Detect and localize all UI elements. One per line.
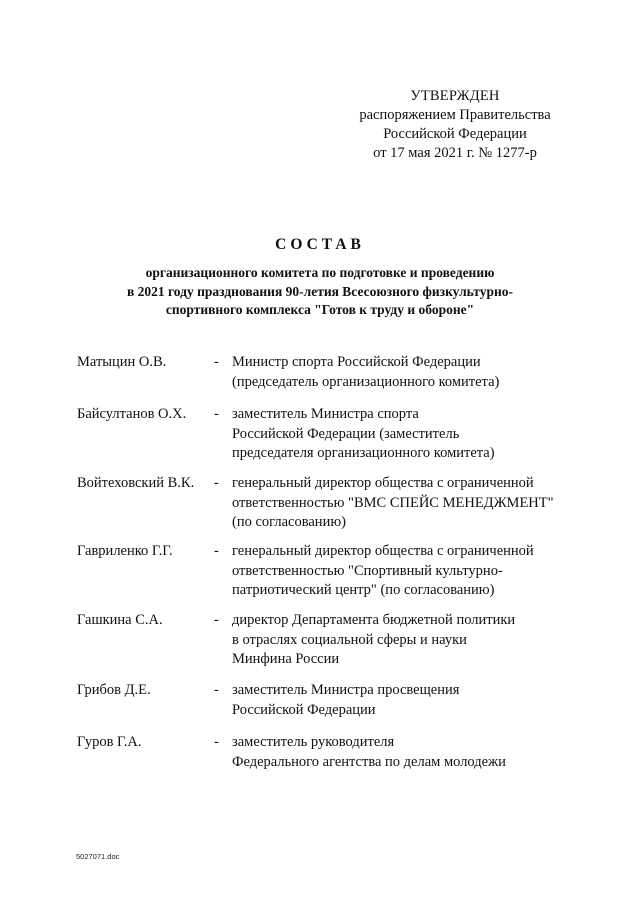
role-line: заместитель Министра спорта bbox=[232, 406, 419, 422]
role-line: председателя организационного комитета) bbox=[232, 445, 495, 461]
member-name: Байсултанов О.Х. bbox=[77, 406, 187, 422]
role-line: директор Департамента бюджетной политики bbox=[232, 612, 516, 628]
member-name: Гавриленко Г.Г. bbox=[77, 543, 173, 559]
document-file-id: 5027071.doc bbox=[76, 852, 120, 861]
approval-line: Российской Федерации bbox=[383, 126, 527, 142]
member-role bbox=[232, 542, 572, 601]
approval-block bbox=[340, 87, 570, 163]
member-name: Гуров Г.А. bbox=[77, 734, 142, 750]
approval-line: распоряжением Правительства bbox=[359, 107, 551, 123]
member-role bbox=[232, 733, 572, 772]
role-line: (по согласованию) bbox=[232, 514, 346, 530]
member-role bbox=[232, 611, 572, 670]
role-line: Российской Федерации bbox=[232, 701, 376, 718]
role-line: (председатель организационного комитета) bbox=[232, 373, 500, 390]
member-dash: - bbox=[214, 543, 219, 559]
member-name: Грибов Д.Е. bbox=[77, 682, 151, 698]
role-line: ответственностью "Спортивный культурно- bbox=[232, 562, 503, 579]
subtitle-line: спортивного комплекса "Готов к труду и обороне" bbox=[165, 302, 475, 317]
role-line: Министр спорта Российской Федерации bbox=[232, 354, 481, 370]
approved-heading: УТВЕРЖДЕН bbox=[410, 88, 500, 104]
approval-line: от 17 мая 2021 г. № 1277-р bbox=[373, 145, 537, 161]
member-name: Матыцин О.В. bbox=[77, 354, 167, 370]
subtitle-line: в 2021 году празднования 90-летия Всесоюзного физкультурно- bbox=[126, 283, 514, 299]
document-subtitle bbox=[60, 264, 580, 320]
subtitle-line: организационного комитета по подготовке и проведению bbox=[145, 265, 495, 280]
member-dash: - bbox=[214, 354, 219, 370]
member-name: Войтеховский В.К. bbox=[77, 475, 195, 491]
role-line: ответственностью "ВМС СПЕЙС МЕНЕДЖМЕНТ" bbox=[232, 494, 554, 511]
role-line: Минфина России bbox=[232, 651, 340, 667]
member-dash: - bbox=[214, 612, 219, 628]
role-line: заместитель руководителя bbox=[232, 734, 395, 750]
member-dash: - bbox=[214, 406, 219, 422]
member-role bbox=[232, 681, 572, 720]
member-role bbox=[232, 405, 572, 464]
role-line: Российской Федерации (заместитель bbox=[232, 425, 460, 442]
role-line: генеральный директор общества с ограниченной bbox=[232, 543, 534, 559]
role-line: Федерального агентства по делам молодежи bbox=[232, 753, 506, 770]
role-line: заместитель Министра просвещения bbox=[232, 682, 460, 698]
member-dash: - bbox=[214, 682, 219, 698]
member-role bbox=[232, 474, 572, 533]
member-dash: - bbox=[214, 475, 219, 491]
member-name: Гашкина С.А. bbox=[77, 612, 163, 628]
member-role bbox=[232, 353, 572, 392]
member-dash: - bbox=[214, 734, 219, 750]
role-line: генеральный директор общества с ограниченной bbox=[232, 475, 534, 491]
role-line: патриотический центр" (по согласованию) bbox=[232, 582, 495, 598]
document-title: СОСТАВ bbox=[275, 236, 365, 253]
role-line: в отраслях социальной сферы и науки bbox=[232, 631, 467, 648]
